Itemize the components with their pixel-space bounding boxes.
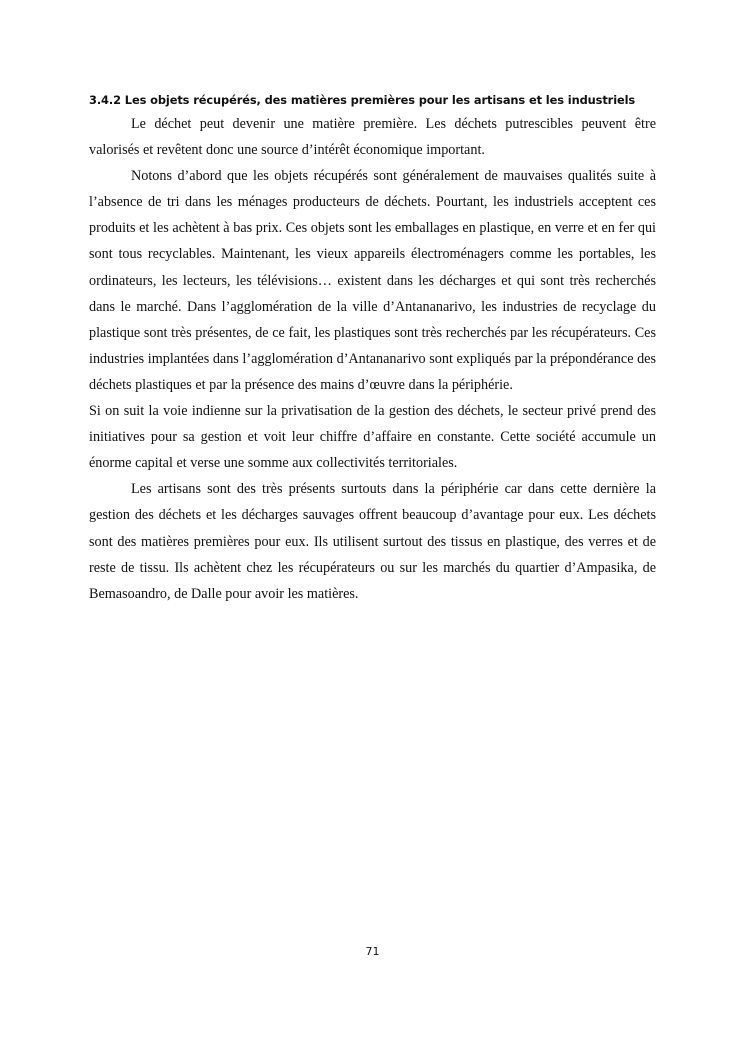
paragraph-intro: Le déchet peut devenir une matière première. Les déchets putrescibles peuvent être valorisés et revêtent donc une source d’intérêt économique important. — [89, 116, 656, 159]
paragraph-artisans: Les artisans sont des très présents surtouts dans la périphérie car dans cette dernière la gestion des déchets et les décharges sauvages offrent beaucoup d’avantage pour eux. Les déchets sont des matières premières pour eux. Ils utilisent surtout des tissus en plastique, des verres et de reste de tissu. Ils achètent chez les récupérateurs ou sur les marchés du quartier d’Ampasika, de Bemasoandro, de Dalle pour avoir les matières. — [89, 481, 656, 602]
page-content — [89, 90, 656, 607]
paragraph-privatisation: Si on suit la voie indienne sur la privatisation de la gestion des déchets, le secteur privé prend des initiatives pour sa gestion et voit leur chiffre d’affaire en constante. Cette société accumule un énorme capital et verse une somme aux collectivités territoriales. — [89, 403, 656, 472]
section-heading: 3.4.2 Les objets récupérés, des matières premières pour les artisans et les industriels — [89, 93, 636, 107]
page-number: 71 — [365, 945, 380, 958]
paragraph-recovered-objects: Notons d’abord que les objets récupérés sont généralement de mauvaises qualités suite à l’absence de tri dans les ménages producteurs de déchets. Pourtant, les industriels acceptent ces produits et les achètent à bas prix. Ces objets sont les emballages en plastique, en verre et en fer qui sont tous recyclables. Maintenant, les vieux appareils électroménagers comme les portables, les ordinateurs, les lecteurs, les télévisions… existent dans les décharges et qui sont très recherchés dans le marché. Dans l’agglomération de la ville d’Antananarivo, les industries de recyclage du plastique sont très présentes, de ce fait, les plastiques sont très recherchés par les récupérateurs. Ces industries implantées dans l’agglomération d’Antananarivo sont expliqués par la prépondérance des déchets plastiques et par la présence des mains d’œuvre dans la périphérie. — [89, 168, 656, 393]
